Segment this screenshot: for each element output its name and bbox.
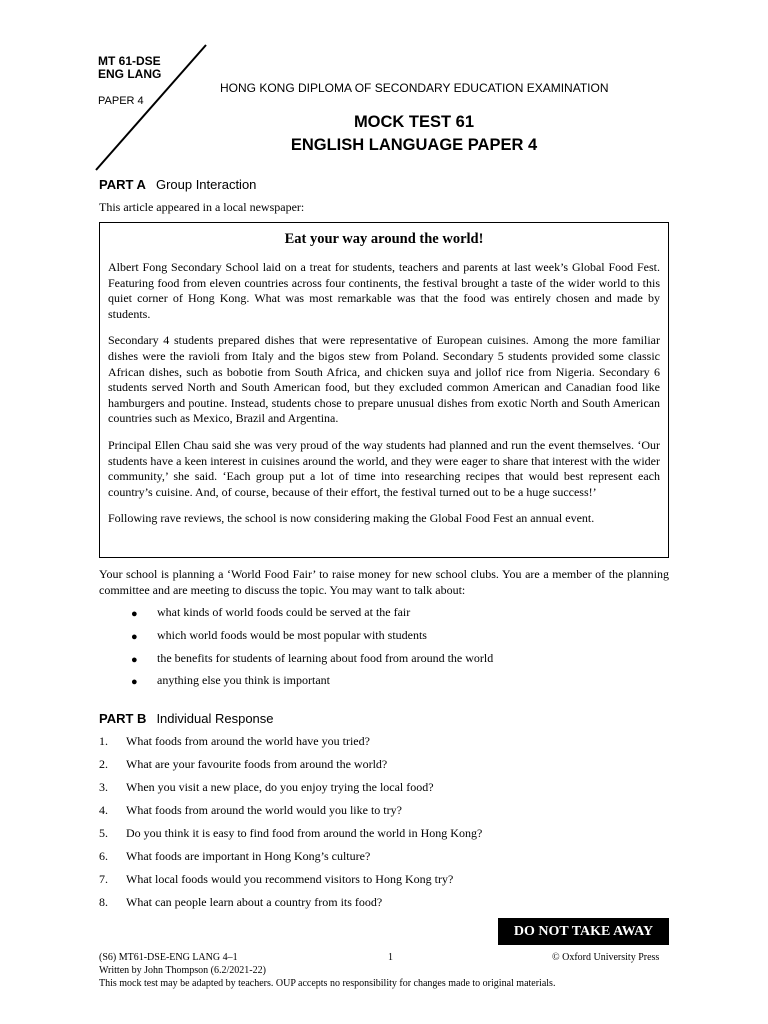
question-number: 4. bbox=[99, 803, 108, 817]
part-a-heading bbox=[99, 177, 256, 192]
part-a-title: Group Interaction bbox=[155, 177, 257, 192]
article-paragraph: Following rave reviews, the school is now considering making the Global Food Fest an annual event. bbox=[108, 511, 595, 526]
subject-code: ENG LANG bbox=[98, 67, 162, 81]
part-b-label: PART B bbox=[99, 711, 147, 726]
discussion-point: which world foods would be most popular with students bbox=[157, 628, 427, 642]
part-b-heading bbox=[99, 711, 274, 726]
do-not-take-away-label: DO NOT TAKE AWAY bbox=[498, 918, 669, 945]
discussion-point: anything else you think is important bbox=[157, 673, 330, 687]
exam-header: HONG KONG DIPLOMA OF SECONDARY EDUCATION EXAMINATION bbox=[220, 81, 609, 95]
discussion-point: the benefits for students of learning about food from around the world bbox=[157, 651, 494, 665]
question-number: 2. bbox=[99, 757, 108, 771]
footer-disclaimer: This mock test may be adapted by teachers. OUP accepts no responsibility for changes made to original materials. bbox=[99, 978, 556, 989]
question-text: What foods from around the world would you like to try? bbox=[126, 803, 402, 817]
bullet-icon: ● bbox=[131, 608, 138, 620]
question-number: 7. bbox=[99, 872, 108, 886]
newspaper-article-box bbox=[99, 222, 669, 558]
bullet-icon: ● bbox=[131, 676, 138, 688]
bullet-icon: ● bbox=[131, 654, 138, 666]
question-text: Do you think it is easy to find food from around the world in Hong Kong? bbox=[126, 826, 483, 840]
footer-copyright: © Oxford University Press bbox=[552, 952, 660, 963]
article-paragraph: Albert Fong Secondary School laid on a treat for students, teachers and parents at last week’s Global Food Fest. Featuring food from eleven countries across four continents, the festival brought a taste of the wider world to this quiet corner of Hong Kong. What was most remarkable was that the food was entirely chosen and made by students. bbox=[108, 260, 660, 321]
question-text: What local foods would you recommend visitors to Hong Kong try? bbox=[126, 872, 454, 886]
footer-page-number: 1 bbox=[388, 952, 393, 963]
question-text: What foods are important in Hong Kong’s culture? bbox=[126, 849, 371, 863]
article-paragraph: Principal Ellen Chau said she was very proud of the way students had planned and run the event themselves. ‘Our students have a keen interest in cuisines around the world, and they were eager to share that interest with the wider community,’ she said. ‘Each group put a lot of time into researching recipes that would best represent each country’s cuisine. And, of course, because of their effort, the festival turned out to be a huge success!’ bbox=[108, 437, 660, 499]
question-text: What foods from around the world have you tried? bbox=[126, 734, 370, 748]
discussion-point: what kinds of world foods could be served at the fair bbox=[157, 605, 411, 619]
article-intro: This article appeared in a local newspaper: bbox=[99, 200, 305, 214]
mock-test-title: MOCK TEST 61 bbox=[353, 113, 475, 131]
footer-author: Written by John Thompson (6.2/2021-22) bbox=[99, 965, 266, 976]
question-text: When you visit a new place, do you enjoy trying the local food? bbox=[126, 780, 434, 794]
question-text: What are your favourite foods from around the world? bbox=[126, 757, 388, 771]
part-b-title: Individual Response bbox=[156, 711, 274, 726]
bullet-icon: ● bbox=[131, 631, 138, 643]
task-description: Your school is planning a ‘World Food Fair’ to raise money for new school clubs. You are a member of the planning committee and are meeting to discuss the topic. You may want to talk about: bbox=[99, 567, 669, 597]
paper-title: ENGLISH LANGUAGE PAPER 4 bbox=[290, 136, 538, 154]
article-title: Eat your way around the world! bbox=[284, 231, 484, 247]
question-number: 6. bbox=[99, 849, 108, 863]
paper-code: MT 61-DSE bbox=[98, 54, 161, 68]
question-text: What can people learn about a country from its food? bbox=[126, 895, 383, 909]
part-a-label: PART A bbox=[99, 177, 146, 192]
question-number: 5. bbox=[99, 826, 108, 840]
question-number: 3. bbox=[99, 780, 108, 794]
question-number: 8. bbox=[99, 895, 108, 909]
footer-code: (S6) MT61-DSE-ENG LANG 4–1 bbox=[99, 952, 238, 963]
question-number: 1. bbox=[99, 734, 108, 748]
paper-number: PAPER 4 bbox=[98, 95, 144, 107]
article-paragraph: Secondary 4 students prepared dishes that were representative of European cuisines. Among the more familiar dishes were the ravioli from Italy and the bigos stew from Poland. Secondary 5 students provided some classic African dishes, such as bobotie from South Africa, and chicken suya and jollof rice from Nigeria. Secondary 6 students served North and South American food, but they excluded common American and Canadian food like hamburgers and poutine. Instead, students chose to prepare unusual dishes from exotic North and South American countries such as Mexico, Brazil and Argentina. bbox=[108, 333, 660, 426]
